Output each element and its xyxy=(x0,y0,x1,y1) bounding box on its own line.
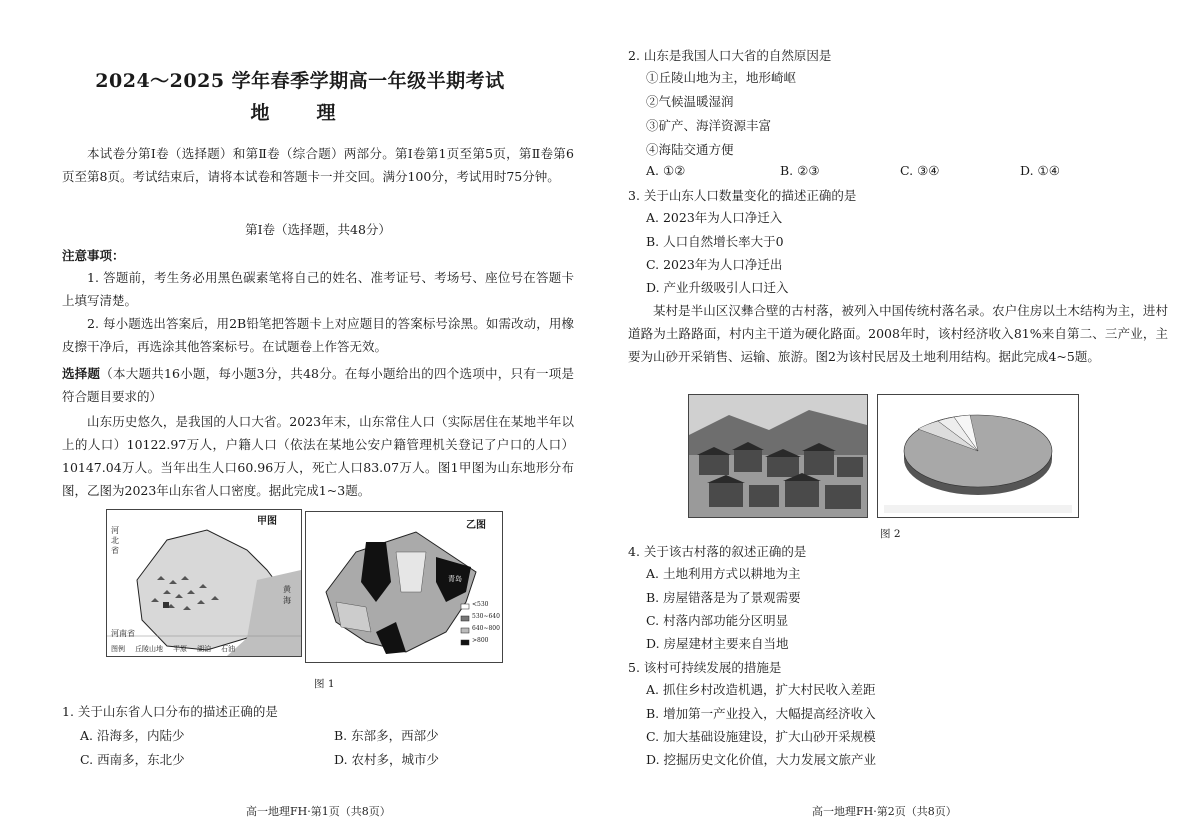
population-density-map xyxy=(305,511,503,663)
q3-option-c: C. 2023年为人口净迁出 xyxy=(646,257,783,272)
map-b-legend-item: <530 xyxy=(472,601,489,608)
map-a-legend-item: 平原 xyxy=(173,645,187,653)
notice-item-1: 1. 答题前，考生务必用黑色碳素笔将自己的姓名、准考证号、考场号、座位号在答题卡上填写清楚。 xyxy=(62,270,574,308)
q1-option-b: B. 东部多，西部少 xyxy=(334,728,439,743)
q1-option-a: A. 沿海多，内陆少 xyxy=(80,728,185,743)
page-footer-left: 高一地理FH·第1页（共8页） xyxy=(246,805,391,818)
passage-1: 山东历史悠久，是我国的人口大省。2023年末，山东常住人口（实际居住在某地半年以上的人口）10122.97万人，户籍人口（依法在某地公安户籍管理机关登记了户口的人口）10147.04万人。当年出生人口60.96万人，死亡人口83.07万人。图1甲图为山东地形分布图，乙图为2023年山东省人口密度。据此完成1~3题。 xyxy=(62,414,574,498)
question-3: 3. 关于山东人口数量变化的描述正确的是 xyxy=(628,188,857,203)
map-b-legend-item: >800 xyxy=(472,637,489,644)
question-1: 1. 关于山东省人口分布的描述正确的是 xyxy=(62,704,278,719)
q2-item-3: ③矿产、海洋资源丰富 xyxy=(646,118,772,133)
figure-2-caption: 图 2 xyxy=(880,528,901,540)
question-4: 4. 关于该古村落的叙述正确的是 xyxy=(628,544,807,559)
map-a-henan: 河南省 xyxy=(111,629,135,638)
q1-option-c: C. 西南多，东北少 xyxy=(80,752,185,767)
question-5: 5. 该村可持续发展的措施是 xyxy=(628,660,782,675)
village-photo xyxy=(688,394,868,518)
q2-option-b: B. ②③ xyxy=(780,163,820,178)
q5-option-a: A. 抓住乡村改造机遇，扩大村民收入差距 xyxy=(646,682,876,697)
intro-text: 本试卷分第Ⅰ卷（选择题）和第Ⅱ卷（综合题）两部分。第Ⅰ卷第1页至第5页，第Ⅱ卷第6页至第8页。考试结束后，请将本试卷和答题卡一并交回。满分100分，考试用时75分钟。 xyxy=(62,146,574,184)
q3-option-b: B. 人口自然增长率大于0 xyxy=(646,234,784,249)
terrain-map-drawing xyxy=(107,510,301,656)
map-b-label: 乙图 xyxy=(466,520,486,531)
map-b-legend-item: 530~640 xyxy=(472,613,500,620)
choice-head: 选择题 xyxy=(62,366,101,381)
notice-item-2: 2. 每小题选出答案后，用2B铅笔把答题卡上对应题目的答案标号涂黑。如需改动，用橡皮擦干净后，再选涂其他答案标号。在试题卷上作答无效。 xyxy=(62,316,574,354)
q4-option-b: B. 房屋错落是为了景观需要 xyxy=(646,590,801,605)
section-title: 第Ⅰ卷（选择题，共48分） xyxy=(245,222,391,237)
choice-desc: （本大题共16小题，每小题3分，共48分。在每小题给出的四个选项中，只有一项是符合题目要求的） xyxy=(62,366,574,404)
q3-option-a: A. 2023年为人口净迁入 xyxy=(646,210,783,225)
map-a-hebei: 河北省 xyxy=(111,526,119,555)
choice-instruction xyxy=(62,362,574,408)
map-a-label: 甲图 xyxy=(257,516,277,527)
q2-option-c: C. ③④ xyxy=(900,163,940,178)
q1-option-d: D. 农村多，城市少 xyxy=(334,752,440,767)
q2-option-d: D. ①④ xyxy=(1020,163,1060,178)
terrain-map xyxy=(106,509,302,657)
map-b-city: 青岛 xyxy=(448,575,462,583)
q2-option-a: A. ①② xyxy=(646,163,686,178)
page-right xyxy=(600,0,1200,826)
subject-title: 地 理 xyxy=(250,102,350,124)
passage-2: 某村是半山区汉彝合壁的古村落，被列入中国传统村落名录。农户住房以土木结构为主，进村道路为土路路面，村内主干道为硬化路面。2008年时，该村经济收入81%来自第二、三产业，主要为山砂开采销售、运输、旅游。图2为该村民居及土地利用结构。据此完成4~5题。 xyxy=(628,303,1168,364)
map-a-legend-item: 湖泊 xyxy=(197,645,211,653)
village-photo-drawing xyxy=(689,395,867,517)
map-b-legend-item: 640~800 xyxy=(472,625,500,632)
q4-option-c: C. 村落内部功能分区明显 xyxy=(646,613,789,628)
q4-option-d: D. 房屋建材主要来自当地 xyxy=(646,636,789,651)
map-a-sea: 黄海 xyxy=(283,585,291,605)
map-a-legend-item: 石油 xyxy=(221,645,235,653)
q5-option-d: D. 挖掘历史文化价值，大力发展文旅产业 xyxy=(646,752,877,767)
q2-item-2: ②气候温暖湿润 xyxy=(646,94,734,109)
exam-title: 2024～2025 学年春季学期高一年级半期考试 xyxy=(95,70,505,92)
q2-item-4: ④海陆交通方便 xyxy=(646,142,734,157)
land-use-pie-chart xyxy=(877,394,1079,518)
map-a-legend-item: 图例 xyxy=(111,645,125,653)
q5-option-b: B. 增加第一产业投入，大幅提高经济收入 xyxy=(646,706,876,721)
map-a-legend xyxy=(111,644,235,654)
page-footer-right: 高一地理FH·第2页（共8页） xyxy=(812,805,957,818)
question-2: 2. 山东是我国人口大省的自然原因是 xyxy=(628,48,832,63)
q5-option-c: C. 加大基础设施建设，扩大山砂开采规模 xyxy=(646,729,876,744)
q2-item-1: ①丘陵山地为主，地形崎岖 xyxy=(646,70,797,85)
map-a-legend-item: 丘陵山地 xyxy=(135,645,163,653)
notice-title: 注意事项： xyxy=(62,248,125,263)
figure-1-caption: 图 1 xyxy=(314,678,335,690)
q3-option-d: D. 产业升级吸引人口迁入 xyxy=(646,280,789,295)
q4-option-a: A. 土地利用方式以耕地为主 xyxy=(646,566,801,581)
pie-chart-drawing xyxy=(878,395,1078,517)
